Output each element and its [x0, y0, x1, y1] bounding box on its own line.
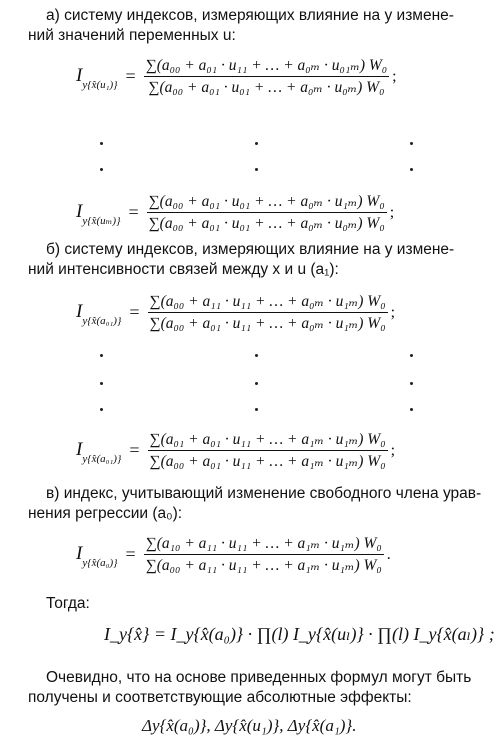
formula-punct: . [386, 545, 391, 563]
formula-a-last [76, 192, 394, 233]
denominator: ∑(a₀₀ + a₀₁ · u₁₁ + … + a₁ₘ · u₁ₘ) W₀ [149, 453, 386, 470]
fraction [147, 192, 387, 233]
formula-b-first [76, 292, 395, 333]
equals-sign: = [125, 66, 136, 86]
equals-sign: = [129, 440, 140, 460]
denominator: ∑(a₀₀ + a₀₁ · u₁₁ + … + a₀ₘ · u₁ₘ) W₀ [149, 315, 386, 332]
ellipsis-dot [100, 142, 103, 145]
then-label: Тогда: [46, 595, 90, 612]
paragraph-a [28, 6, 492, 46]
numerator: ∑(a₀₀ + a₀₁ · u₁₁ + … + a₀ₘ · u₀₁ₘ) W₀ [144, 56, 389, 77]
ellipsis-dot [100, 354, 103, 357]
formula-punct: ; [390, 303, 396, 321]
ellipsis-dot [100, 408, 103, 411]
paragraph-b-line2: ний интенсивности связей между x и u (a₁): [28, 261, 339, 278]
formula-c [76, 534, 391, 575]
denominator: ∑(a₀₀ + a₀₁ · u₀₁ + … + a₀ₘ · u₀ₘ) W₀ [148, 215, 385, 232]
conclusion-paragraph [28, 668, 492, 708]
conclusion-line2: получены и соответствующие абсолютные эффекты: [28, 689, 412, 706]
fraction [144, 534, 384, 575]
ellipsis-dot [410, 168, 413, 171]
formula-punct: ; [390, 441, 396, 459]
formula-lhs: $I_{y\{x̂(a_0)\}}$ [76, 542, 118, 570]
numerator: ∑(a₀₀ + a₁₁ · u₁₁ + … + a₀ₘ · u₁ₘ) W₀ [148, 292, 388, 313]
effects-formula: Δy{x̂(a₀)}, Δy{x̂(u₁)}, Δy{x̂(a₁)}. [142, 716, 357, 735]
numerator: ∑(a₀₀ + a₀₁ · u₀₁ + … + a₀ₘ · u₁ₘ) W₀ [147, 192, 387, 213]
equals-sign: = [128, 202, 139, 222]
paragraph-c [28, 484, 492, 524]
equals-sign: = [129, 302, 140, 322]
ellipsis-dot [100, 382, 103, 385]
paragraph-b-line1: б) систему индексов, измеряющих влияние на y измене- [46, 241, 455, 258]
denominator: ∑(a₀₀ + a₁₁ · u₁₁ + … + a₁ₘ · u₁ₘ) W₀ [145, 557, 382, 574]
product-formula: I_y{x̂} = I_y{x̂(a₀)} · ∏(l) I_y{x̂(uₗ)} · ∏(l) I_y{x̂(aₗ)} ; [104, 624, 495, 644]
paragraph-a-line1: а) систему индексов, измеряющих влияние на y измене- [46, 7, 454, 24]
ellipsis-dot [255, 354, 258, 357]
ellipsis-dot [410, 408, 413, 411]
formula-punct: ; [389, 203, 395, 221]
fraction [148, 430, 388, 471]
ellipsis-dot [255, 168, 258, 171]
ellipsis-dot [255, 382, 258, 385]
ellipsis-dot [410, 382, 413, 385]
fraction [148, 292, 388, 333]
ellipsis-dot [410, 354, 413, 357]
formula-lhs: $I_{y\{x̂(a_{01})\}}$ [76, 438, 122, 466]
formula-b-last [76, 430, 395, 471]
formula-punct: ; [392, 67, 397, 85]
paragraph-c-line1: в) индекс, учитывающий изменение свободного члена урав- [46, 485, 482, 502]
numerator: ∑(a₀₁ + a₀₁ · u₁₁ + … + a₁ₘ · u₁ₘ) W₀ [148, 430, 388, 451]
ellipsis-dot [255, 142, 258, 145]
paragraph-a-line2: ний значений переменных u: [28, 27, 236, 44]
formula-lhs: $I_{y\{x̂(u_m)\}}$ [76, 200, 121, 228]
ellipsis-dot [255, 408, 258, 411]
equals-sign: = [125, 544, 136, 564]
ellipsis-dot [410, 142, 413, 145]
formula-a-first [76, 56, 397, 97]
paragraph-c-line2: нения регрессии (a₀): [28, 505, 183, 522]
conclusion-line1: Очевидно, что на основе приведенных формул могут быть [46, 669, 472, 686]
numerator: ∑(a₁₀ + a₁₁ · u₁₁ + … + a₁ₘ · u₁ₘ) W₀ [144, 534, 384, 555]
ellipsis-dot [100, 168, 103, 171]
denominator: ∑(a₀₀ + a₀₁ · u₀₁ + … + a₀ₘ · u₀ₘ) W₀ [148, 79, 385, 96]
formula-lhs: $I_{y\{x̂(a_{01})\}}$ [76, 300, 122, 328]
fraction [144, 56, 389, 97]
formula-lhs: $I_{y\{x̂(u_1)\}}$ [76, 64, 118, 92]
paragraph-b [28, 240, 492, 280]
